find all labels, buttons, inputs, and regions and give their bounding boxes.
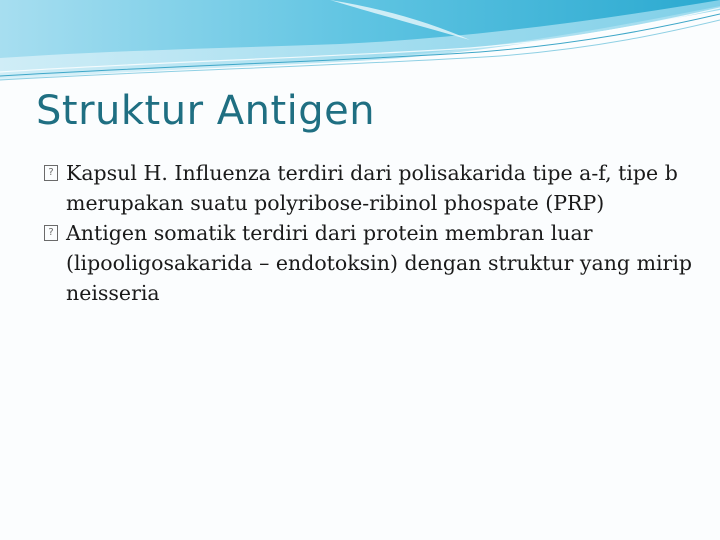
bullet-item [44, 158, 694, 218]
bullet-text: Antigen somatik terdiri dari protein membran luar (lipooligosakarida – endotoksin) dengan struktur yang mirip neisseria [66, 221, 693, 305]
bullet-list [44, 158, 694, 308]
header-wave-decoration [0, 0, 720, 90]
missing-glyph-bullet-icon: ? [44, 165, 58, 181]
bullet-text: Kapsul H. Influenza terdiri dari polisakarida tipe a-f, tipe b merupakan suatu polyribose-ribinol phospate (PRP) [66, 161, 678, 215]
slide-title: Struktur Antigen [36, 88, 376, 134]
bullet-item [44, 218, 694, 308]
missing-glyph-bullet-icon: ? [44, 225, 58, 241]
